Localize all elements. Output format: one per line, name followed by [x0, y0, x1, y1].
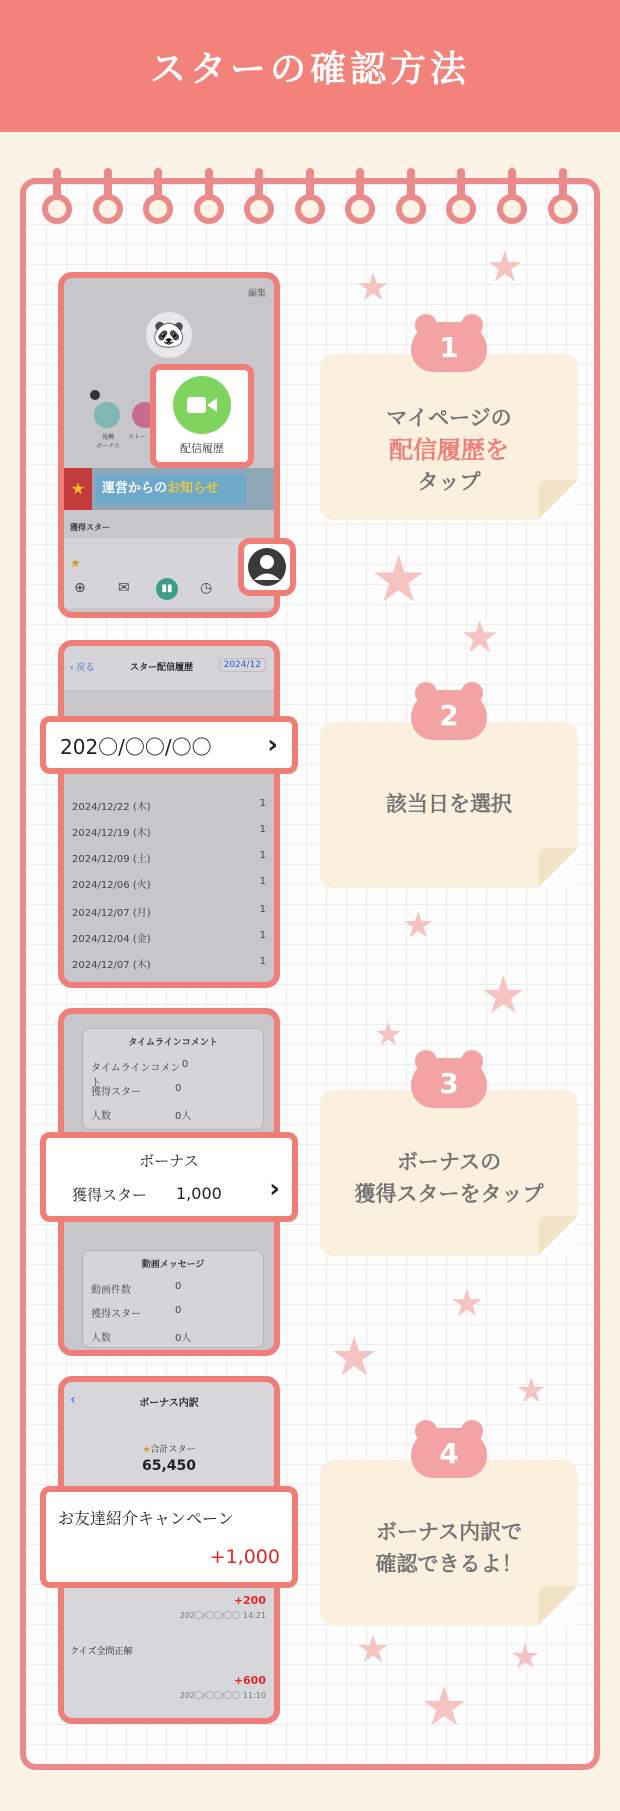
decor-star-icon: ★: [460, 612, 500, 663]
decor-star-icon: ★: [480, 966, 527, 1026]
header-banner: [0, 0, 620, 132]
mail-icon[interactable]: ✉: [118, 580, 130, 596]
earned-star-section-label: 獲得スター: [70, 523, 110, 532]
step3-line1: ボーナスの: [396, 1150, 502, 1174]
history-row-date: 2024/12/19 (木): [72, 828, 151, 839]
binder-ring: [93, 168, 123, 224]
history-row[interactable]: [72, 930, 266, 945]
history-row-date: 2024/12/06 (火): [72, 880, 151, 891]
step2-card: [320, 698, 578, 888]
total-star-label: ★合計スター: [142, 1445, 196, 1455]
history-row-count: 1: [259, 824, 266, 835]
step3-card: [320, 1066, 578, 1256]
decor-star-icon: ★: [420, 1675, 469, 1738]
decor-star-icon: ★: [356, 265, 391, 309]
decor-star-icon: ★: [370, 543, 428, 617]
bear-badge-icon: [411, 314, 487, 372]
binder-ring: [548, 168, 578, 224]
panda-avatar-icon: 🐼: [146, 312, 192, 358]
decor-star-icon: ★: [510, 1637, 541, 1677]
step-number: 4: [411, 1428, 487, 1478]
bonus-icon-label: 報酬 ボーナス: [96, 434, 120, 450]
step4-line2: 確認できるよ！: [375, 1552, 523, 1576]
binder-ring: [497, 168, 527, 224]
bonus-star-value: 1,000: [176, 1184, 222, 1203]
decor-star-icon: ★: [516, 1371, 547, 1411]
status-dot-icon: [90, 390, 100, 400]
bonus-star-label: 獲得スター: [72, 1186, 148, 1204]
star-icon: ★: [142, 1445, 151, 1455]
history-row[interactable]: [72, 956, 266, 971]
history-row[interactable]: [72, 824, 266, 839]
step-number: 3: [411, 1058, 487, 1108]
step-number: 1: [411, 322, 487, 372]
history-row-count: 1: [259, 930, 266, 941]
small-star-icon: ★: [70, 556, 81, 570]
decor-star-icon: ★: [450, 1281, 485, 1325]
chevron-right-icon: ›: [267, 730, 278, 760]
video-message-card: 動画メッセージ 動画件数 0 獲得スター 0 人数 0人: [82, 1250, 264, 1348]
history-row-count: 1: [259, 798, 266, 809]
binder-ring: [396, 168, 426, 224]
history-row-count: 1: [259, 876, 266, 887]
live-icon[interactable]: ▮▮: [156, 578, 178, 600]
decor-star-icon: ★: [356, 1627, 391, 1671]
history-screen-title: スター配信履歴: [130, 663, 194, 673]
bonus-icon[interactable]: [94, 402, 120, 428]
bear-badge-icon: [411, 1050, 487, 1108]
history-row-date: 2024/12/09 (土): [72, 854, 151, 865]
total-star-value: 65,450: [141, 1458, 197, 1474]
campaign-name: お友達紹介キャンペーン: [58, 1509, 234, 1528]
store-icon-label: ストー: [128, 434, 147, 441]
banner-star-icon: ★: [64, 468, 92, 510]
step1-line1: マイページの: [386, 406, 512, 430]
month-select[interactable]: 2024/12: [219, 658, 266, 672]
edit-link[interactable]: 編集: [247, 289, 266, 299]
decor-star-icon: ★: [486, 242, 524, 291]
item1-date: 202〇/〇〇/〇〇 14:21: [179, 1611, 266, 1620]
bonus-detail-title: ボーナス内訳: [139, 1398, 199, 1409]
history-row-date: 2024/12/07 (月): [72, 908, 151, 919]
step1-card: [320, 330, 578, 520]
step2-line1: 該当日を選択: [386, 792, 512, 816]
binder-ring: [446, 168, 476, 224]
chevron-right-icon: ›: [269, 1174, 280, 1204]
item2-value: +600: [233, 1674, 266, 1687]
page-title: スターの確認方法: [149, 48, 470, 90]
item2-name: クイズ全問正解: [70, 1647, 133, 1657]
binder-ring: [244, 168, 274, 224]
history-row[interactable]: [72, 904, 266, 919]
bear-badge-icon: [411, 1420, 487, 1478]
banner-text: 運営からのお知らせ: [96, 474, 246, 504]
chevron-left-icon[interactable]: ‹: [70, 1392, 76, 1408]
profile-callout[interactable]: [238, 538, 296, 596]
item2-date: 202〇/〇〇/〇〇 11:10: [179, 1691, 266, 1700]
profile-icon: [247, 547, 287, 587]
back-button[interactable]: ‹ 戻る: [70, 663, 95, 673]
video-message-title: 動画メッセージ: [141, 1260, 205, 1270]
history-row[interactable]: [72, 850, 266, 865]
decor-star-icon: ★: [330, 1325, 379, 1388]
step2-phone-screen: [58, 640, 280, 988]
news-banner[interactable]: [64, 468, 274, 510]
binder-ring: [345, 168, 375, 224]
date-callout[interactable]: [40, 716, 298, 774]
binder-ring: [295, 168, 325, 224]
history-row-date: 2024/12/22 (木): [72, 802, 151, 813]
decor-star-icon: ★: [402, 905, 435, 946]
campaign-callout[interactable]: [40, 1486, 298, 1588]
step-number: 2: [411, 690, 487, 740]
decor-star-icon: ★: [374, 1015, 403, 1053]
step1-line2: 配信履歴を: [389, 436, 509, 464]
bonus-callout-title: ボーナス: [139, 1152, 199, 1170]
history-callout[interactable]: [150, 364, 254, 468]
clock-icon[interactable]: ◷: [200, 580, 213, 596]
history-row-count: 1: [259, 850, 266, 861]
binder-ring: [42, 168, 72, 224]
bear-badge-icon: [411, 682, 487, 740]
search-icon[interactable]: ⊕: [74, 580, 86, 596]
step4-line1: ボーナス内訳で: [375, 1520, 523, 1544]
history-row-date: 2024/12/07 (木): [72, 960, 151, 971]
bonus-callout[interactable]: [40, 1132, 298, 1222]
chevron-left-icon: ‹: [70, 663, 77, 673]
timeline-title: タイムラインコメント: [128, 1038, 218, 1048]
history-row-count: 1: [259, 904, 266, 915]
step4-card: [320, 1436, 578, 1626]
history-row-date: 2024/12/04 (金): [72, 934, 151, 945]
campaign-value: +1,000: [209, 1546, 280, 1568]
step1-line3: タップ: [417, 470, 481, 494]
history-row[interactable]: [72, 876, 266, 891]
video-camera-icon: [173, 376, 231, 434]
history-label: 配信履歴: [180, 442, 224, 455]
item1-value: +200: [233, 1594, 266, 1607]
date-callout-text: 202〇/〇〇/〇〇: [60, 734, 212, 759]
history-row-count: 1: [259, 956, 266, 967]
step3-line2: 獲得スターをタップ: [354, 1182, 544, 1206]
binder-ring: [143, 168, 173, 224]
binder-ring: [194, 168, 224, 224]
timeline-card: タイムラインコメント タイムラインコメント 0 獲得スター 0 人数 0人: [82, 1028, 264, 1130]
history-row[interactable]: [72, 798, 266, 813]
